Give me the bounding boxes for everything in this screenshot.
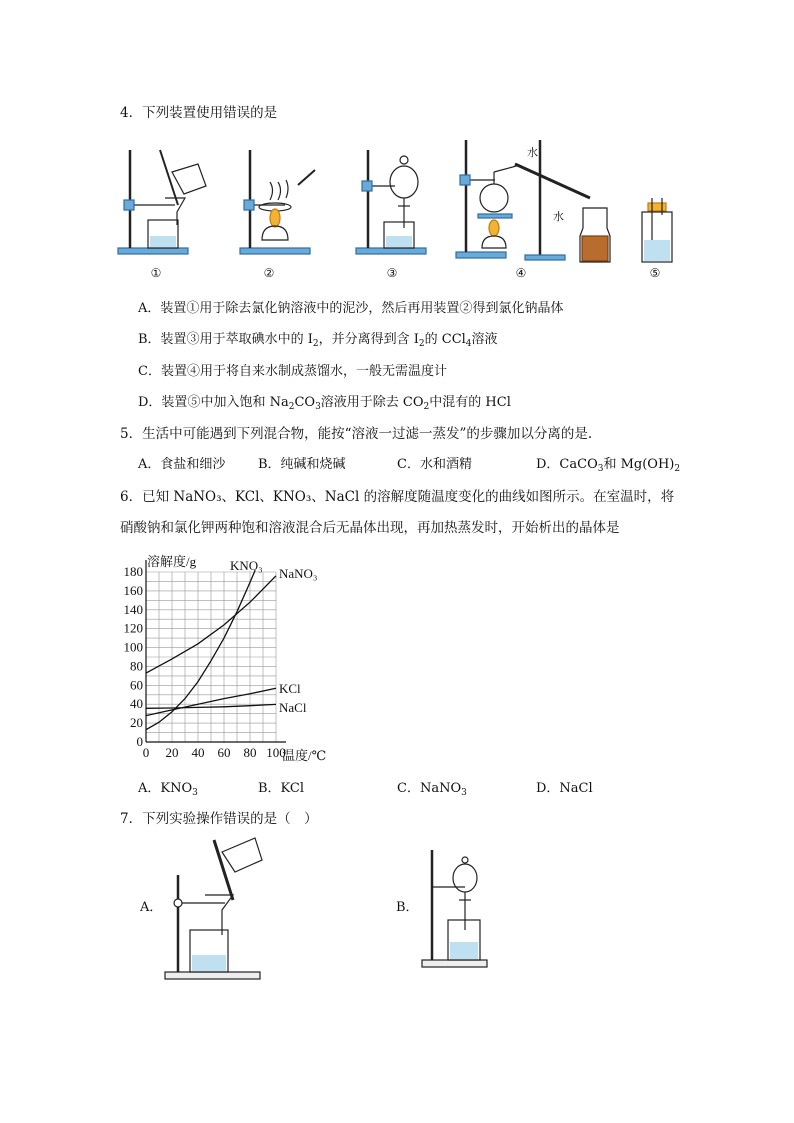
y-tick-label: 80 bbox=[130, 658, 143, 674]
y-tick-label: 100 bbox=[123, 639, 143, 655]
q4-option-d: D．装置⑤中加入饱和 $Na_2CO_3$溶液用于除去 $CO_2$中混有的 HCl bbox=[138, 395, 511, 412]
q6-option-b: B．KCl bbox=[258, 781, 305, 796]
x-tick-label: 100 bbox=[266, 745, 286, 760]
y-axis-label: 溶解度/g bbox=[147, 554, 197, 569]
q6-option-a: A．$KNO_3$ bbox=[138, 781, 198, 798]
series-label-kcl: KCl bbox=[279, 681, 301, 696]
series-label-nacl: NaCl bbox=[279, 700, 307, 715]
q5-option-a: A．食盐和细沙 bbox=[138, 457, 226, 472]
q5-option-c: C．水和酒精 bbox=[397, 457, 472, 472]
q5-stem: 5．生活中可能遇到下列混合物，能按“溶液一过滤一蒸发”的步骤加以分离的是. bbox=[120, 426, 593, 442]
q6-stem-line1: 6．已知 NaNO₃、KCl、KNO₃、NaCl 的溶解度随温度变化的曲线如图所示。在室温时，将 bbox=[120, 489, 675, 505]
series-label-kno3: KNO₃ bbox=[230, 558, 263, 573]
x-tick-label: 60 bbox=[217, 745, 231, 760]
series-label-nano3: NaNO₃ bbox=[279, 566, 318, 581]
q4-option-a: A．装置①用于除去氯化钠溶液中的泥沙，然后再用装置②得到氯化钠晶体 bbox=[138, 301, 564, 316]
q5-option-d: D．CaCO$_3$和 $Mg(OH)_2$ bbox=[536, 457, 681, 474]
q7-stem: 7．下列实验操作错误的是（ ） bbox=[120, 811, 318, 827]
apparatus-label-1: ① bbox=[150, 266, 162, 280]
apparatus-label-5: ⑤ bbox=[649, 266, 661, 280]
q7-option-b: B． bbox=[396, 900, 419, 915]
q7-option-a: A． bbox=[140, 900, 163, 915]
x-tick-label: 20 bbox=[165, 745, 179, 760]
q4-stem: 4．下列装置使用错误的是 bbox=[120, 105, 278, 121]
x-tick-label: 0 bbox=[142, 745, 150, 760]
q6-option-d: D．NaCl bbox=[536, 781, 593, 796]
q7-figure-b-separatory-funnel bbox=[422, 850, 487, 967]
x-tick-label: 80 bbox=[243, 745, 257, 760]
apparatus-label-2: ② bbox=[263, 266, 275, 280]
y-tick-label: 0 bbox=[136, 734, 143, 749]
apparatus-label-3: ③ bbox=[386, 266, 398, 280]
x-tick-label: 40 bbox=[191, 745, 205, 760]
y-tick-label: 160 bbox=[123, 582, 143, 598]
y-tick-label: 60 bbox=[130, 677, 143, 693]
apparatus-label-4: ④ bbox=[515, 266, 527, 280]
q5-option-b: B．纯碱和烧碱 bbox=[258, 457, 346, 472]
y-tick-label: 180 bbox=[123, 564, 143, 579]
water-out-label: 水 bbox=[553, 210, 564, 223]
water-in-label: 水 bbox=[527, 146, 538, 159]
y-tick-label: 140 bbox=[123, 601, 143, 617]
y-tick-label: 20 bbox=[130, 715, 143, 731]
q6-stem-line2: 硝酸钠和氯化钾两种饱和溶液混合后无晶体出现，再加热蒸发时，开始析出的晶体是 bbox=[120, 520, 620, 536]
q4-option-c: C．装置④用于将自来水制成蒸馏水，一般无需温度计 bbox=[138, 364, 447, 379]
x-axis-label: 温度/℃ bbox=[282, 748, 327, 763]
y-tick-label: 40 bbox=[130, 696, 143, 712]
y-tick-label: 120 bbox=[123, 620, 143, 636]
q6-option-c: C．NaNO$_3$ bbox=[397, 781, 467, 798]
q4-option-b: B．装置③用于萃取碘水中的 $I_2$，并分离得到含 $I_2$的 CCl$_4$溶液 bbox=[138, 332, 498, 349]
q7-figure-a-filtration bbox=[165, 838, 262, 979]
